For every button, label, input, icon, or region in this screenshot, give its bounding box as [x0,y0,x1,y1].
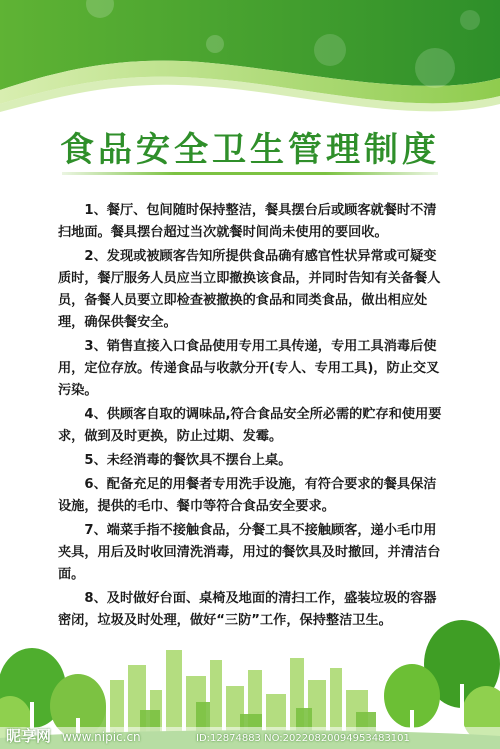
watermark-logo: 昵享网 [6,727,52,745]
rules-list [58,200,446,634]
rule-item: 5、未经消毒的餐饮具不摆台上桌。 [84,453,292,468]
rule-item: 2、发现或被顾客告知所提供食品确有感官性状异常或可疑变质时，餐厅服务人员应当立即撤换该食品，并同时告知有关备餐人员，备餐人员要立即检查被撤换的食品和同类食品，做出相应处理，确保供餐安全。 [58,249,441,330]
page-title: 食品安全卫生管理制度 [60,130,440,170]
rule-item: 3、销售直接入口食品使用专用工具传递，专用工具消毒后使用，定位存放。传递食品与收款分开(专人、专用工具)，防止交叉污染。 [58,339,440,398]
rule-item: 8、及时做好台面、桌椅及地面的清扫工作，盛装垃圾的容器密闭，垃圾及时处理，做好“三防”工作，保持整洁卫生。 [58,591,437,628]
title-divider [62,172,438,175]
rule-item: 4、供顾客自取的调味品,符合食品安全所必需的贮存和使用要求，做到及时更换，防止过期、发霉。 [58,407,442,444]
watermark-id: ID:12874883 NO:20220820094953483101 [196,733,410,744]
rule-item: 6、配备充足的用餐者专用洗手设施，有符合要求的餐具保洁设施，提供的毛巾、餐巾等符合食品安全要求。 [58,477,437,514]
top-wave-decoration [0,0,500,130]
watermark-bar [0,727,500,749]
rule-item: 1、餐厅、包间随时保持整洁，餐具摆台后或顾客就餐时不清扫地面。餐具摆台超过当次就餐时间尚未使用的要回收。 [58,203,437,240]
watermark-url: www.nipic.cn [62,730,141,744]
rule-item: 7、端菜手指不接触食品，分餐工具不接触顾客，递小毛巾用夹具，用后及时收回清洗消毒，用过的餐饮具及时撤回，并清洁台面。 [58,523,441,582]
